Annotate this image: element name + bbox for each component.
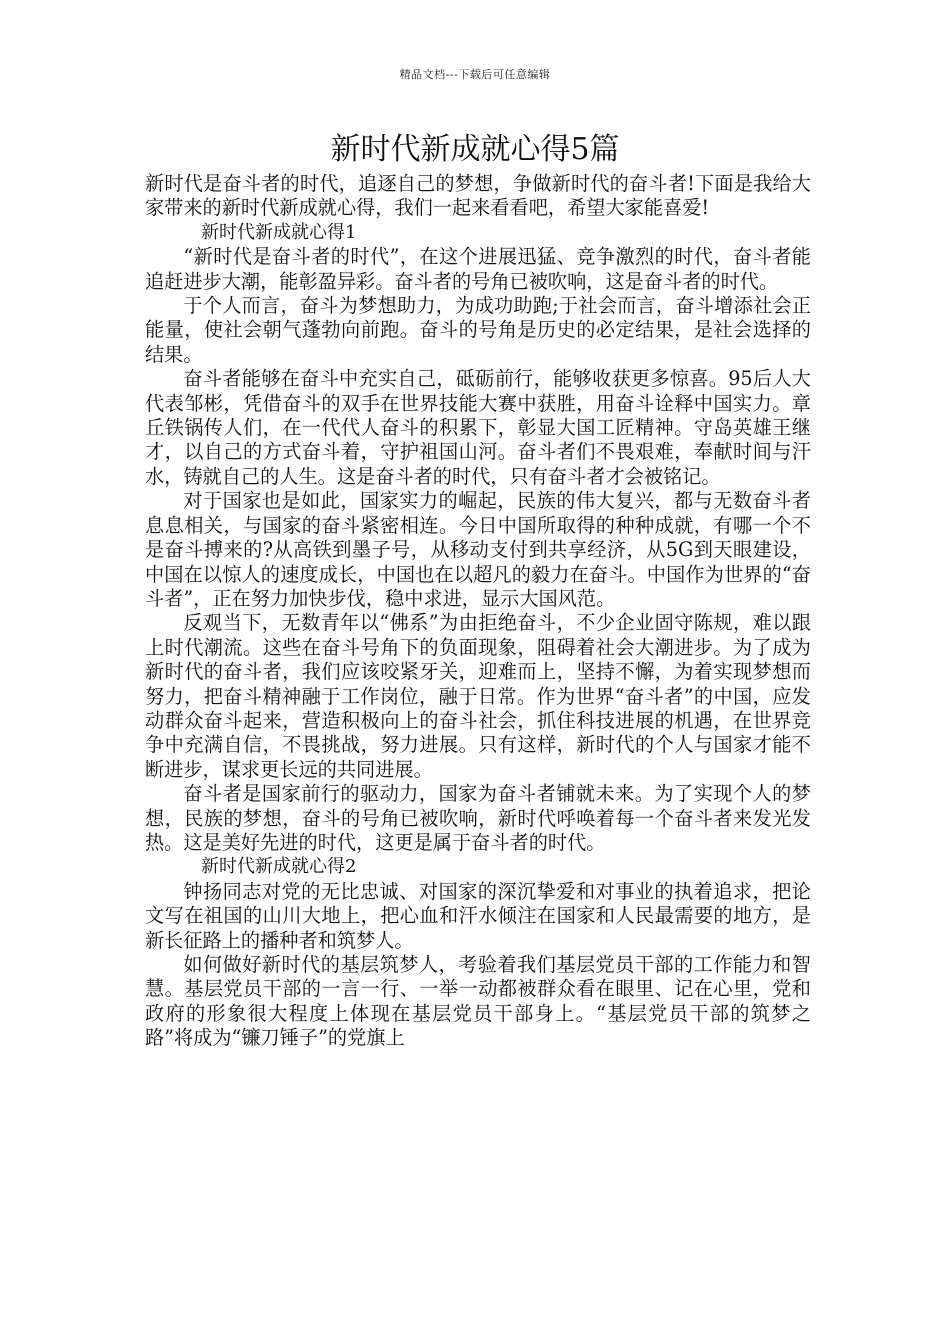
paragraph: “新时代是奋斗者的时代”，在这个进展迅猛、竞争激烈的时代，奋斗者能追赶进步大潮，能彰盈异彩。奋斗者的号角已被吹响，这是奋斗者的时代。 (145, 245, 811, 293)
paragraph: 钟扬同志对党的无比忠诚、对国家的深沉挚爱和对事业的执着追求，把论文写在祖国的山川大地上，把心血和汗水倾注在国家和人民最需要的地方，是新长征路上的播种者和筑梦人。 (145, 879, 811, 952)
paragraph: 对于国家也是如此，国家实力的崛起，民族的伟大复兴，都与无数奋斗者息息相关，与国家的奋斗紧密相连。今日中国所取得的种种成就，有哪一个不是奋斗搏来的?从高铁到墨子号，从移动支付到共享经济，从5G到天眼建设，中国在以惊人的速度成长，中国也在以超凡的毅力在奋斗。中国作为世界的“奋斗者”，正在努力加快步伐，稳中求进，显示大国风范。 (145, 489, 811, 610)
paragraph: 反观当下，无数青年以“佛系”为由拒绝奋斗，不少企业固守陈规，难以跟上时代潮流。这些在奋斗号角下的负面现象，阻碍着社会大潮进步。为了成为新时代的奋斗者，我们应该咬紧牙关，迎难而上，坚持不懈，为着实现梦想而努力，把奋斗精神融于工作岗位，融于日常。作为世界“奋斗者”的中国，应发动群众奋斗起来，营造积极向上的奋斗社会，抓住科技进展的机遇，在世界竞争中充满自信，不畏挑战，努力进展。只有这样，新时代的个人与国家才能不断进步，谋求更长远的共同进展。 (145, 611, 811, 781)
page-header-note: 精品文档---下载后可任意编辑 (399, 68, 551, 81)
document-title: 新时代新成就心得5篇 (330, 132, 620, 167)
section-heading-2: 新时代新成就心得2 (201, 856, 357, 878)
paragraph: 如何做好新时代的基层筑梦人，考验着我们基层党员干部的工作能力和智慧。基层党员干部的一言一行、一举一动都被群众看在眼里、记在心里，党和政府的形象很大程度上体现在基层党员干部身上。“基层党员干部的筑梦之路”将成为“镰刀锤子”的党旗上 (145, 953, 811, 1050)
document-body (145, 172, 811, 1051)
intro-paragraph: 新时代是奋斗者的时代，追逐自己的梦想，争做新时代的奋斗者!下面是我给大家带来的新时代新成就心得，我们一起来看看吧，希望大家能喜爱! (145, 172, 811, 220)
section-heading-1: 新时代新成就心得1 (201, 221, 357, 243)
paragraph: 奋斗者能够在奋斗中充实自己，砥砺前行，能够收获更多惊喜。95后人大代表邹彬，凭借奋斗的双手在世界技能大赛中获胜，用奋斗诠释中国实力。章丘铁锅传人们，在一代代人奋斗的积累下，彰显大国工匠精神。守岛英雄王继才，以自己的方式奋斗着，守护祖国山河。奋斗者们不畏艰难，奉献时间与汗水，铸就自己的人生。这是奋斗者的时代，只有奋斗者才会被铭记。 (145, 367, 811, 488)
paragraph: 奋斗者是国家前行的驱动力，国家为奋斗者铺就未来。为了实现个人的梦想，民族的梦想，奋斗的号角已被吹响，新时代呼唤着每一个奋斗者来发光发热。这是美好先进的时代，这更是属于奋斗者的时代。 (145, 782, 811, 854)
paragraph: 于个人而言，奋斗为梦想助力，为成功助跑;于社会而言，奋斗增添社会正能量，使社会朝气蓬勃向前跑。奋斗的号角是历史的必定结果，是社会选择的结果。 (145, 294, 811, 366)
